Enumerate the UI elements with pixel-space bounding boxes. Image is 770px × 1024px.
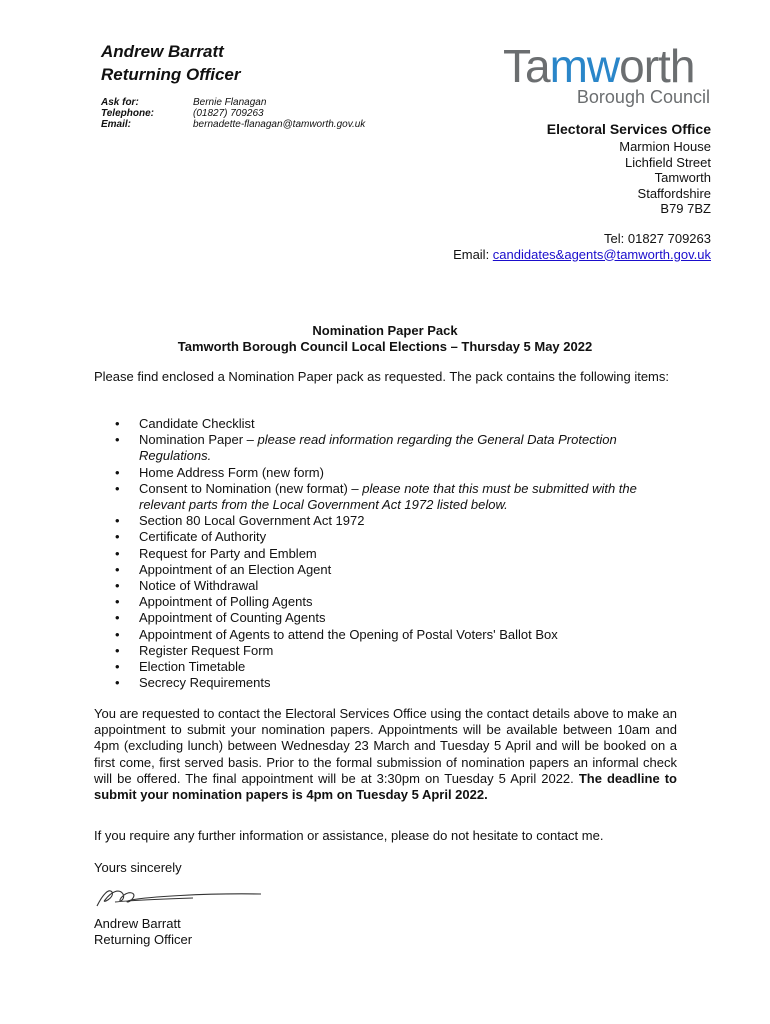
signer-name: Andrew Barratt <box>94 916 181 931</box>
contact-value: bernadette-flanagan@tamworth.gov.uk <box>193 119 366 130</box>
item-text: Appointment of Counting Agents <box>139 610 326 626</box>
list-item <box>94 481 684 513</box>
item-text: Secrecy Requirements <box>139 675 271 691</box>
appointment-paragraph <box>94 706 677 803</box>
list-item <box>94 529 684 545</box>
contact-label: Email: <box>101 119 132 130</box>
list-item <box>94 594 684 610</box>
address-line: Marmion House <box>619 139 711 154</box>
item-note: please note that this must be submitted with the relevant parts from the Local Government Act 1972 listed below. <box>139 480 637 513</box>
contact-row-telephone <box>101 108 365 119</box>
signature <box>93 880 268 914</box>
item-text: Register Request Form <box>139 642 274 658</box>
signer-block <box>94 916 192 948</box>
contact-row-email <box>101 119 365 130</box>
tamworth-logo-graphic <box>503 42 713 108</box>
item-text: Consent to Nomination (new format) – <box>139 480 363 496</box>
item-text: Appointment of Agents to attend the Opening of Postal Voters' Ballot Box <box>139 626 558 642</box>
contact-row-ask-for <box>101 97 365 108</box>
contact-value: Bernie Flanagan <box>193 97 267 108</box>
closing-salutation: Yours sincerely <box>94 860 182 875</box>
address-line: B79 7BZ <box>660 201 711 216</box>
item-text: Notice of Withdrawal <box>139 578 259 594</box>
office-address <box>547 120 711 217</box>
list-item <box>94 513 684 529</box>
office-telephone: Tel: 01827 709263 <box>604 231 711 246</box>
list-item <box>94 627 684 643</box>
intro-paragraph: Please find enclosed a Nomination Paper pack as requested. The pack contains the following items: <box>94 369 669 384</box>
signature-scribble <box>93 880 268 914</box>
office-title: Electoral Services Office <box>546 121 711 137</box>
help-paragraph: If you require any further information or assistance, please do not hesitate to contact me. <box>94 828 604 843</box>
signer-role: Returning Officer <box>94 932 193 948</box>
document-title <box>94 323 676 354</box>
item-text: Appointment of an Election Agent <box>139 561 332 577</box>
contact-details <box>101 97 365 130</box>
contact-value: (01827) 709263 <box>193 108 264 119</box>
list-item <box>94 675 684 691</box>
item-text: Certificate of Authority <box>139 529 267 545</box>
item-text: Candidate Checklist <box>139 416 255 431</box>
logo-subtitle: Borough Council <box>576 87 710 107</box>
item-text: Election Timetable <box>139 659 246 675</box>
list-item <box>94 643 684 659</box>
office-email-link[interactable]: candidates&agents@tamworth.gov.uk <box>492 246 711 262</box>
appointment-text: You are requested to contact the Electoral Services Office using the contact details above to make an appointment to submit your nomination papers. Appointments will be available between 10am and 4pm (excluding lunch) between Wednesday 23 March and Tuesday 5 April and will be booked on a first come, first served basis. Prior to the formal submission of nomination papers an informal check will be offered. The final appointment will be at 3:30pm on Tuesday 5 April 2022. <box>94 706 677 786</box>
title-line-2: Tamworth Borough Council Local Elections – Thursday 5 May 2022 <box>177 338 593 354</box>
tamworth-logo <box>503 42 713 108</box>
list-item <box>94 562 684 578</box>
sender-block <box>101 40 240 86</box>
contact-label: Telephone: <box>101 108 154 119</box>
deadline-text: The deadline to submit your nomination papers is 4pm on Tuesday 5 April 2022. <box>94 770 677 803</box>
list-item <box>94 432 684 464</box>
sender-role: Returning Officer <box>101 65 241 84</box>
office-contact <box>453 231 711 262</box>
logo-word-m: m <box>549 42 587 92</box>
item-text: Nomination Paper – <box>139 432 258 448</box>
item-text: Section 80 Local Government Act 1972 <box>139 513 365 529</box>
contact-label: Ask for: <box>101 97 139 108</box>
logo-word-start: Ta <box>503 42 550 92</box>
office-email-row <box>453 247 711 263</box>
address-line: Tamworth <box>654 170 711 185</box>
item-text: Appointment of Polling Agents <box>139 594 313 610</box>
address-line: Staffordshire <box>637 185 711 201</box>
item-note: please read information regarding the General Data Protection Regulations. <box>139 432 617 464</box>
sender-name: Andrew Barratt <box>101 42 224 61</box>
item-text: Request for Party and Emblem <box>139 545 317 561</box>
item-text: Home Address Form (new form) <box>139 464 324 480</box>
svg-text:Tamworth <box>503 42 694 92</box>
address-line: Lichfield Street <box>625 154 711 170</box>
logo-word-end: orth <box>619 42 695 92</box>
list-item <box>94 416 684 432</box>
office-email-label: Email: <box>453 246 493 262</box>
list-item <box>94 465 684 481</box>
list-item <box>94 659 684 675</box>
list-item <box>94 546 684 562</box>
logo-word-w: w <box>586 42 620 92</box>
pack-items-list <box>94 416 684 691</box>
list-item <box>94 610 684 626</box>
list-item <box>94 578 684 594</box>
title-line-1: Nomination Paper Pack <box>312 323 458 338</box>
